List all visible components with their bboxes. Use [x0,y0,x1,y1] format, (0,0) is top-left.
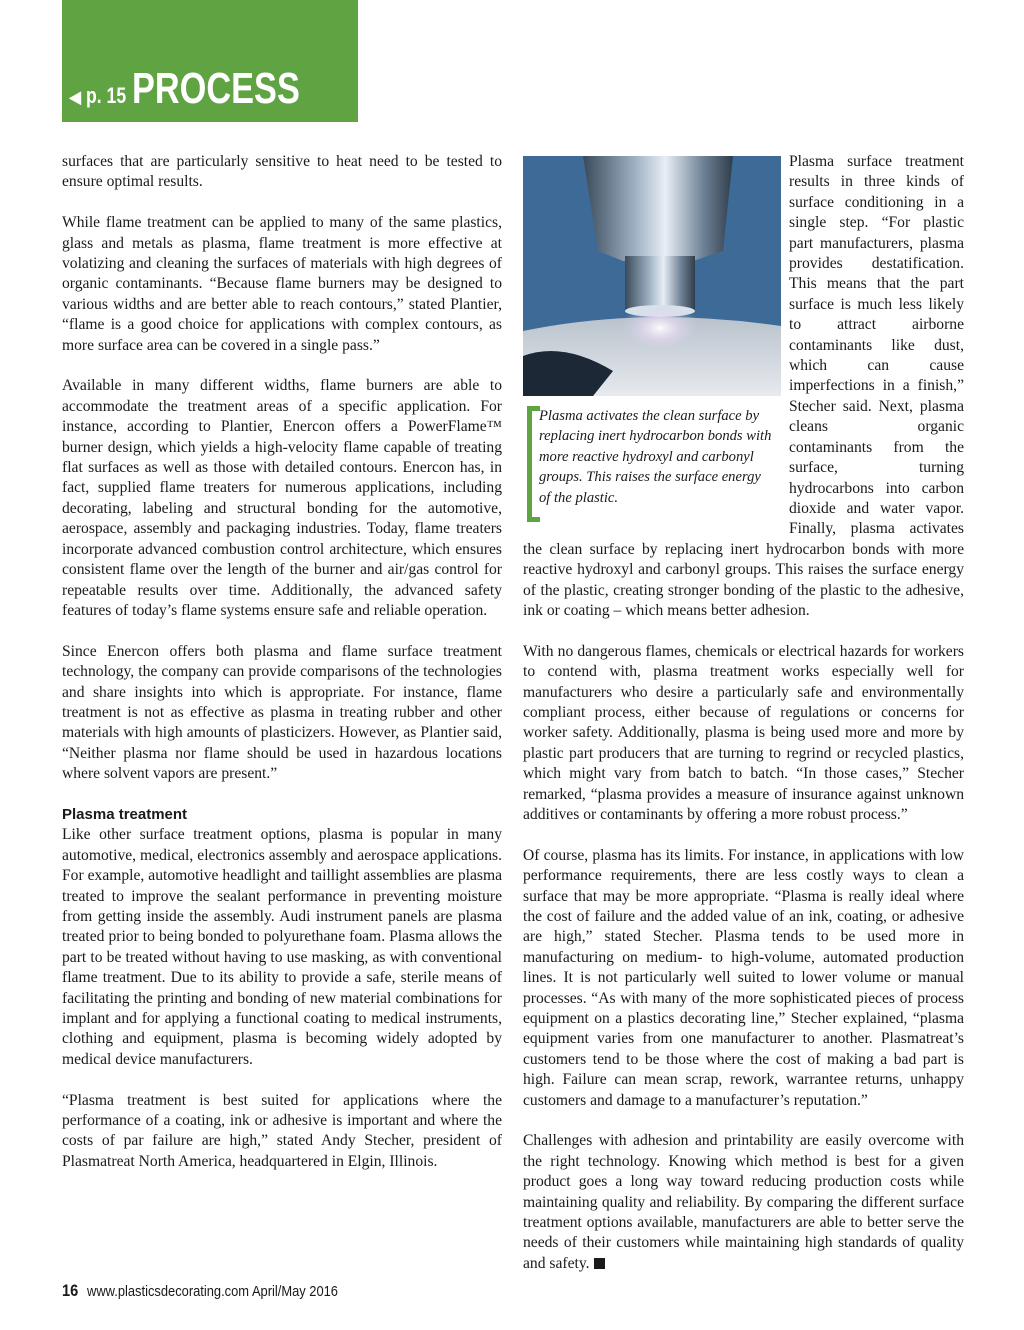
right-paragraph-4-container [523,1131,964,1274]
right-paragraph-1: Plasma surface treatment results in three kinds of surface conditioning in a single step. “For plastic part manufacturers, plasma provides destatification. This means that the part surface is much less likely to attract airborne contaminants like dust, which can cause imperfections in a finish,” Stecher said. Next, plasma cleans organic contaminants from the surface, turning hydrocarbons into carbon dioxide and water vapor. Finally, plasma activates the clean surface by replacing inert hydrocarbon bonds with more reactive hydroxyl and carbonyl groups. This raises the surface energy of the plastic, creating stronger bonding of the plastic to the adhesive, ink or coating – which means better adhesion. [523,153,964,619]
page-reference: p. 15 [85,83,126,108]
left-paragraph-6: “Plasma treatment is best suited for applications where the performance of a coating, ink or adhesive is important and where the costs of par failure are high,” stated Andy Stecher, president of Plasmatreat North America, headquartered in Elgin, Illinois. [62,1091,502,1170]
plasma-nozzle-photo [523,156,781,396]
end-mark-icon [594,1258,605,1269]
left-paragraph-2: While flame treatment can be applied to many of the same plastics, glass and metals as plasma, flame treatment is more effective at volatizing and cleaning the surfaces of materials with high degrees of organic contaminants. “Because flame burners may be designed to various widths and are better able to reach contours,” stated Plantier, “flame is a good choice for applications with complex contours, as more surface area can be covered in a single pass.” [62,214,502,354]
page-footer [62,1281,338,1301]
right-paragraph-2: With no dangerous flames, chemicals or electrical hazards for workers to contend with, plasma treatment works especially well for manufacturers who desire a particularly safe and environmentally compliant process, either because of regulations or concerns for worker safety. Additionally, plasma is being used more and more by plastic part producers that are turning to regrind or recycled plastics, which might vary from batch to batch. “In those cases,” Stecher remarked, “plasma provides a measure of insurance against unknown additives or contaminants by offering a more robust process.” [523,642,964,823]
left-column [62,152,502,1172]
left-paragraph-5: Like other surface treatment options, plasma is popular in many automotive, medical, electronics assembly and aerospace applications. For example, automotive headlight and taillight assemblies are plasma treated to improve the sealant performance in preventing moisture from getting inside the assembly. Audi instrument panels are plasma treated prior to being bonded to polyurethane foam. Plasma allows the part to be treated without having to use masking, as with conventional flame treatment. Due to its ability to provide a safe, sterile means of facilitating the printing and bonding of new material combinations for implant and for applying a functional coating to medical instruments, clothing and equipment, plasma is becoming widely adopted by medical device manufacturers. [62,826,502,1068]
right-paragraph-3: Of course, plasma has its limits. For instance, in applications with low performance requirements, there are less costly ways to clean a surface that may be more appropriate. “Plasma is really ideal where the cost of failure and the added value of an ink, coating, or adhesive are high,” stated Stecher. Plasma tends to be used more in manufacturing on medium- to high-volume, automated production lines. It is not particularly well suited to lower volume or manual processes. “As with many of the more sophisticated pieces of process equipment on a plastics decorating line,” Stecher explained, “plasma equipment varies from one manufacturer to another. Plasmatreat’s customers tend to be those where the cost of making a bad part is high. Failure can mean scrap, rework, warrantee returns, unhappy customers and damage to a manufacturer’s reputation.” [523,846,964,1109]
subheading-plasma-treatment: Plasma treatment [62,805,188,823]
left-paragraph-1: surfaces that are particularly sensitive to heat need to be tested to ensure optimal results. [62,153,502,191]
right-paragraph-4: Challenges with adhesion and printability are easily overcome with the right technology. Knowing which method is best for a given product goes a long way toward reducing production costs while maintaining quality and reliability. By comparing the different surface treatment options available, manufacturers are able to better serve the needs of their customers while maintaining high standards of quality and safety. [523,1132,964,1272]
left-paragraph-3: Available in many different widths, flame burners are able to accommodate the treatment areas of a specific application. For instance, according to Plantier, Enercon offers a PowerFlame™ burner design, which yields a high-velocity flame capable of treating flat surfaces as well as those with detailed contours. Enercon has, in fact, supplied flame treaters for numerous applications, including decorating, labeling and structural bonding for the automotive, aerospace, assembly and packaging industries. Today, flame treaters incorporate advanced combustion control architecture, which ensures consistent flame over the length of the burner and air/gas control for repeatable results over time. Additionally, the advanced safety features of today’s flame systems ensure safe and reliable operation. [62,377,502,619]
footer-website: www.plasticsdecorating.com [87,1283,250,1300]
photo-caption [523,402,781,528]
caption-text: Plasma activates the clean surface by replacing inert hydrocarbon bonds with more reactive hydroxyl and carbonyl groups. This raises the surface energy of the plastic. [539,408,772,506]
right-column [523,152,964,1274]
page-number: 16 [62,1281,79,1300]
banner-content [68,64,347,114]
left-arrow-icon: ◀ [68,87,82,107]
plasma-nozzle-illustration [523,156,781,396]
section-banner [62,0,358,122]
section-title: PROCESS [131,64,300,113]
footer-issue: April/May 2016 [251,1283,338,1300]
left-paragraph-4: Since Enercon offers both plasma and flame surface treatment technology, the company can provide comparisons of the technologies and share insights into which is appropriate. For instance, flame treatment is not as effective as plasma in treating rubber and other materials with high amounts of plasticizers. However, as Plantier said, “Neither plasma nor flame should be used in hazardous locations where solvent vapors are present.” [62,642,502,783]
